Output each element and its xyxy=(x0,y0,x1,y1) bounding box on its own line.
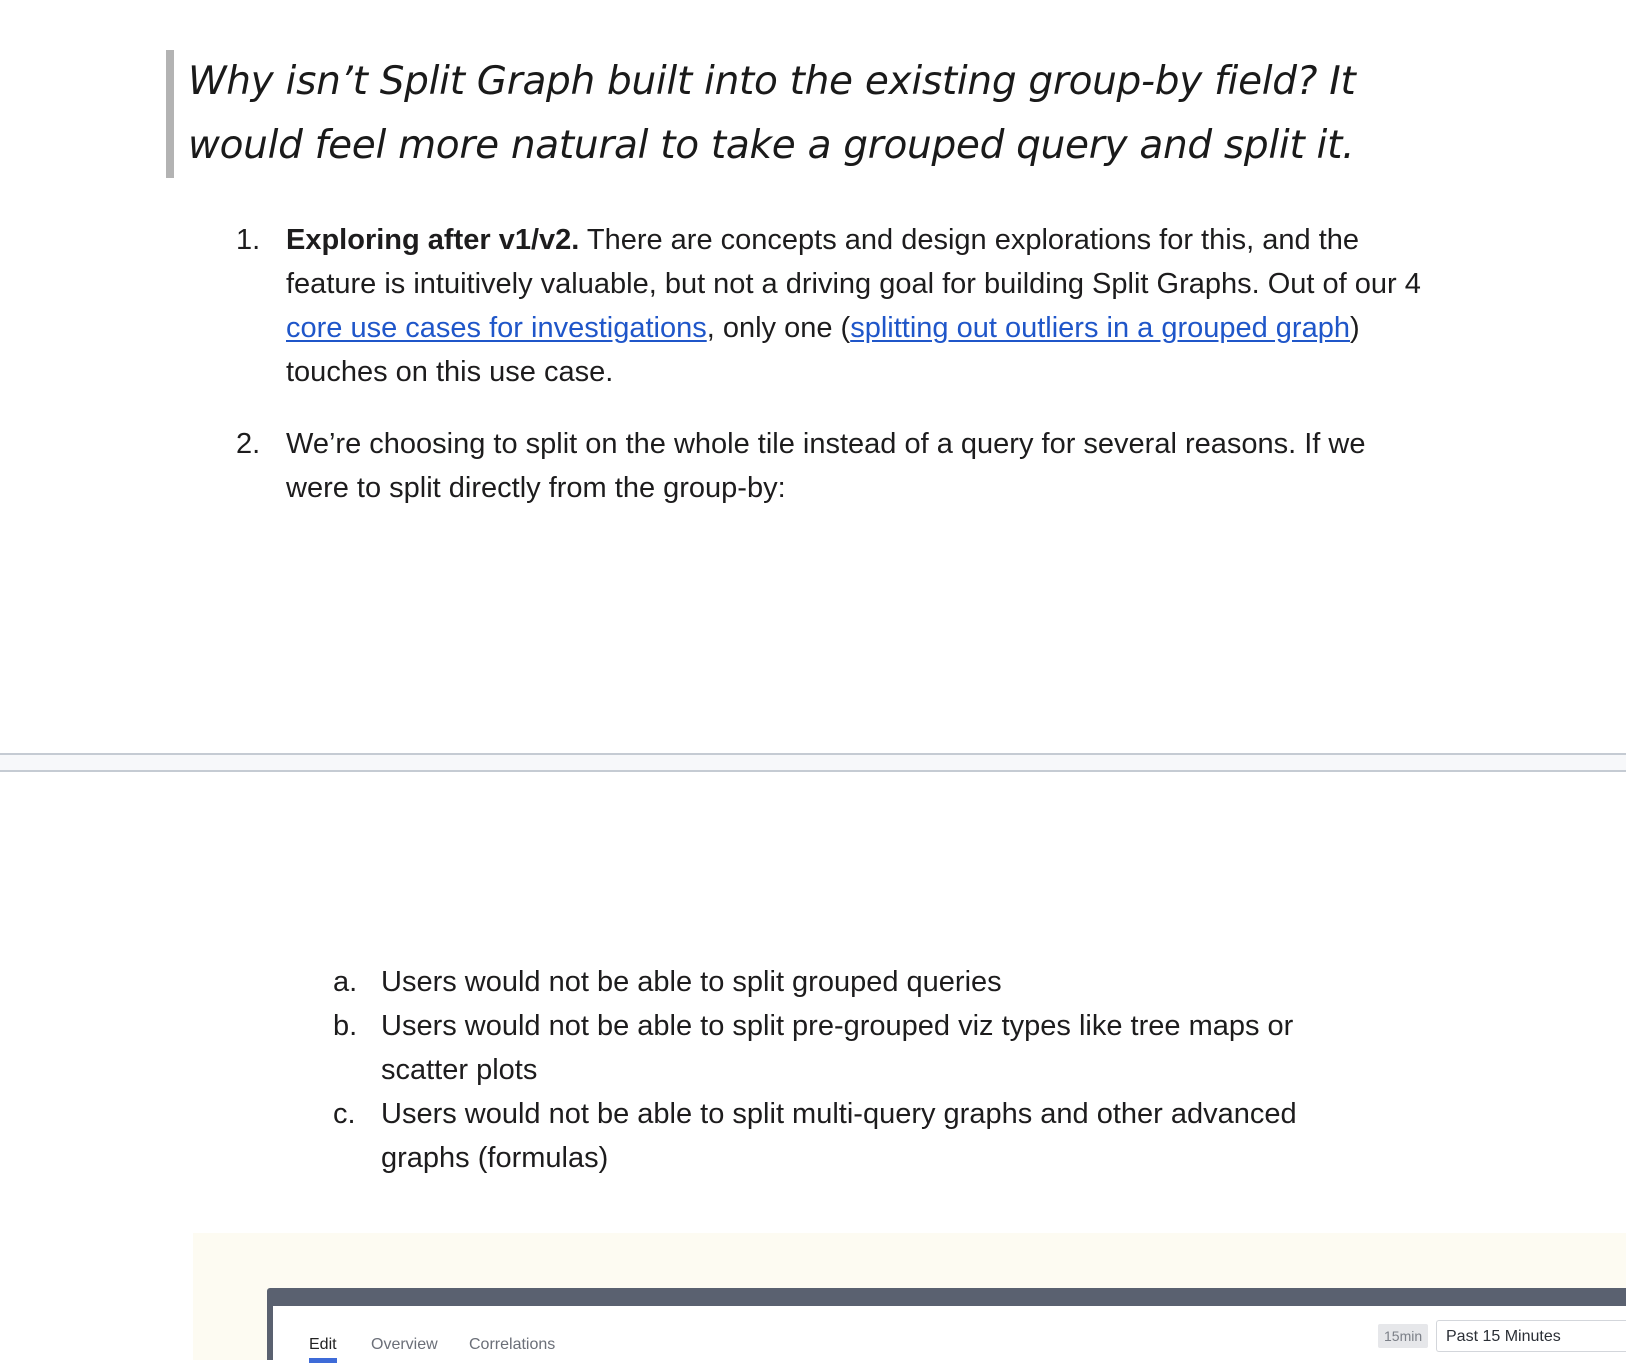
page-break-divider xyxy=(0,753,1626,772)
list-marker: c. xyxy=(333,1098,356,1130)
list-item xyxy=(333,1092,1383,1180)
list-marker: b. xyxy=(333,1010,358,1042)
item-text: There are concepts and design explorations for this, and the feature is intuitively valuable, but not a driving goal for building Split Graphs. Out of our 4 xyxy=(286,224,1421,300)
item-text: , only one ( xyxy=(706,312,851,344)
app-toolbar xyxy=(273,1306,1626,1360)
list-marker: 2. xyxy=(236,428,261,460)
tab-correlations[interactable]: Correlations xyxy=(469,1336,556,1353)
item-text: ) touches on this use case. xyxy=(286,312,1360,388)
list-item xyxy=(236,218,1436,394)
item-text: We’re choosing to split on the whole tile instead of a query for several reasons. If we were to split directly from the group-by: xyxy=(286,428,1366,504)
item-text: Users would not be able to split multi-query graphs and other advanced graphs (formulas) xyxy=(381,1098,1297,1174)
list-item xyxy=(333,1004,1383,1092)
list-marker: a. xyxy=(333,966,358,998)
item-bold-lead: Exploring after v1/v2. xyxy=(286,224,580,256)
lettered-list xyxy=(333,960,1383,1180)
time-range-badge: 15min xyxy=(1378,1324,1428,1348)
active-tab-indicator xyxy=(309,1358,337,1363)
list-marker: 1. xyxy=(236,224,261,256)
time-range-select[interactable] xyxy=(1436,1320,1626,1352)
tab-overview[interactable]: Overview xyxy=(371,1336,438,1353)
list-item xyxy=(333,960,1383,1004)
numbered-list xyxy=(236,218,1436,510)
time-range-value: Past 15 Minutes xyxy=(1446,1328,1561,1345)
embedded-screenshot xyxy=(193,1233,1626,1360)
item-text: Users would not be able to split pre-grouped viz types like tree maps or scatter plots xyxy=(381,1010,1294,1086)
item-text: Users would not be able to split grouped queries xyxy=(381,966,1002,998)
app-window-frame xyxy=(267,1288,1626,1360)
quote-text: Why isn’t Split Graph built into the existing group-by field? It would feel more natural to take a grouped query and split it. xyxy=(188,59,1356,168)
blockquote xyxy=(166,50,1478,178)
link-core-use-cases[interactable]: core use cases for investigations xyxy=(286,312,707,344)
link-splitting-outliers[interactable]: splitting out outliers in a grouped graph xyxy=(850,312,1350,344)
tab-edit[interactable]: Edit xyxy=(309,1336,337,1353)
list-item xyxy=(236,422,1436,510)
